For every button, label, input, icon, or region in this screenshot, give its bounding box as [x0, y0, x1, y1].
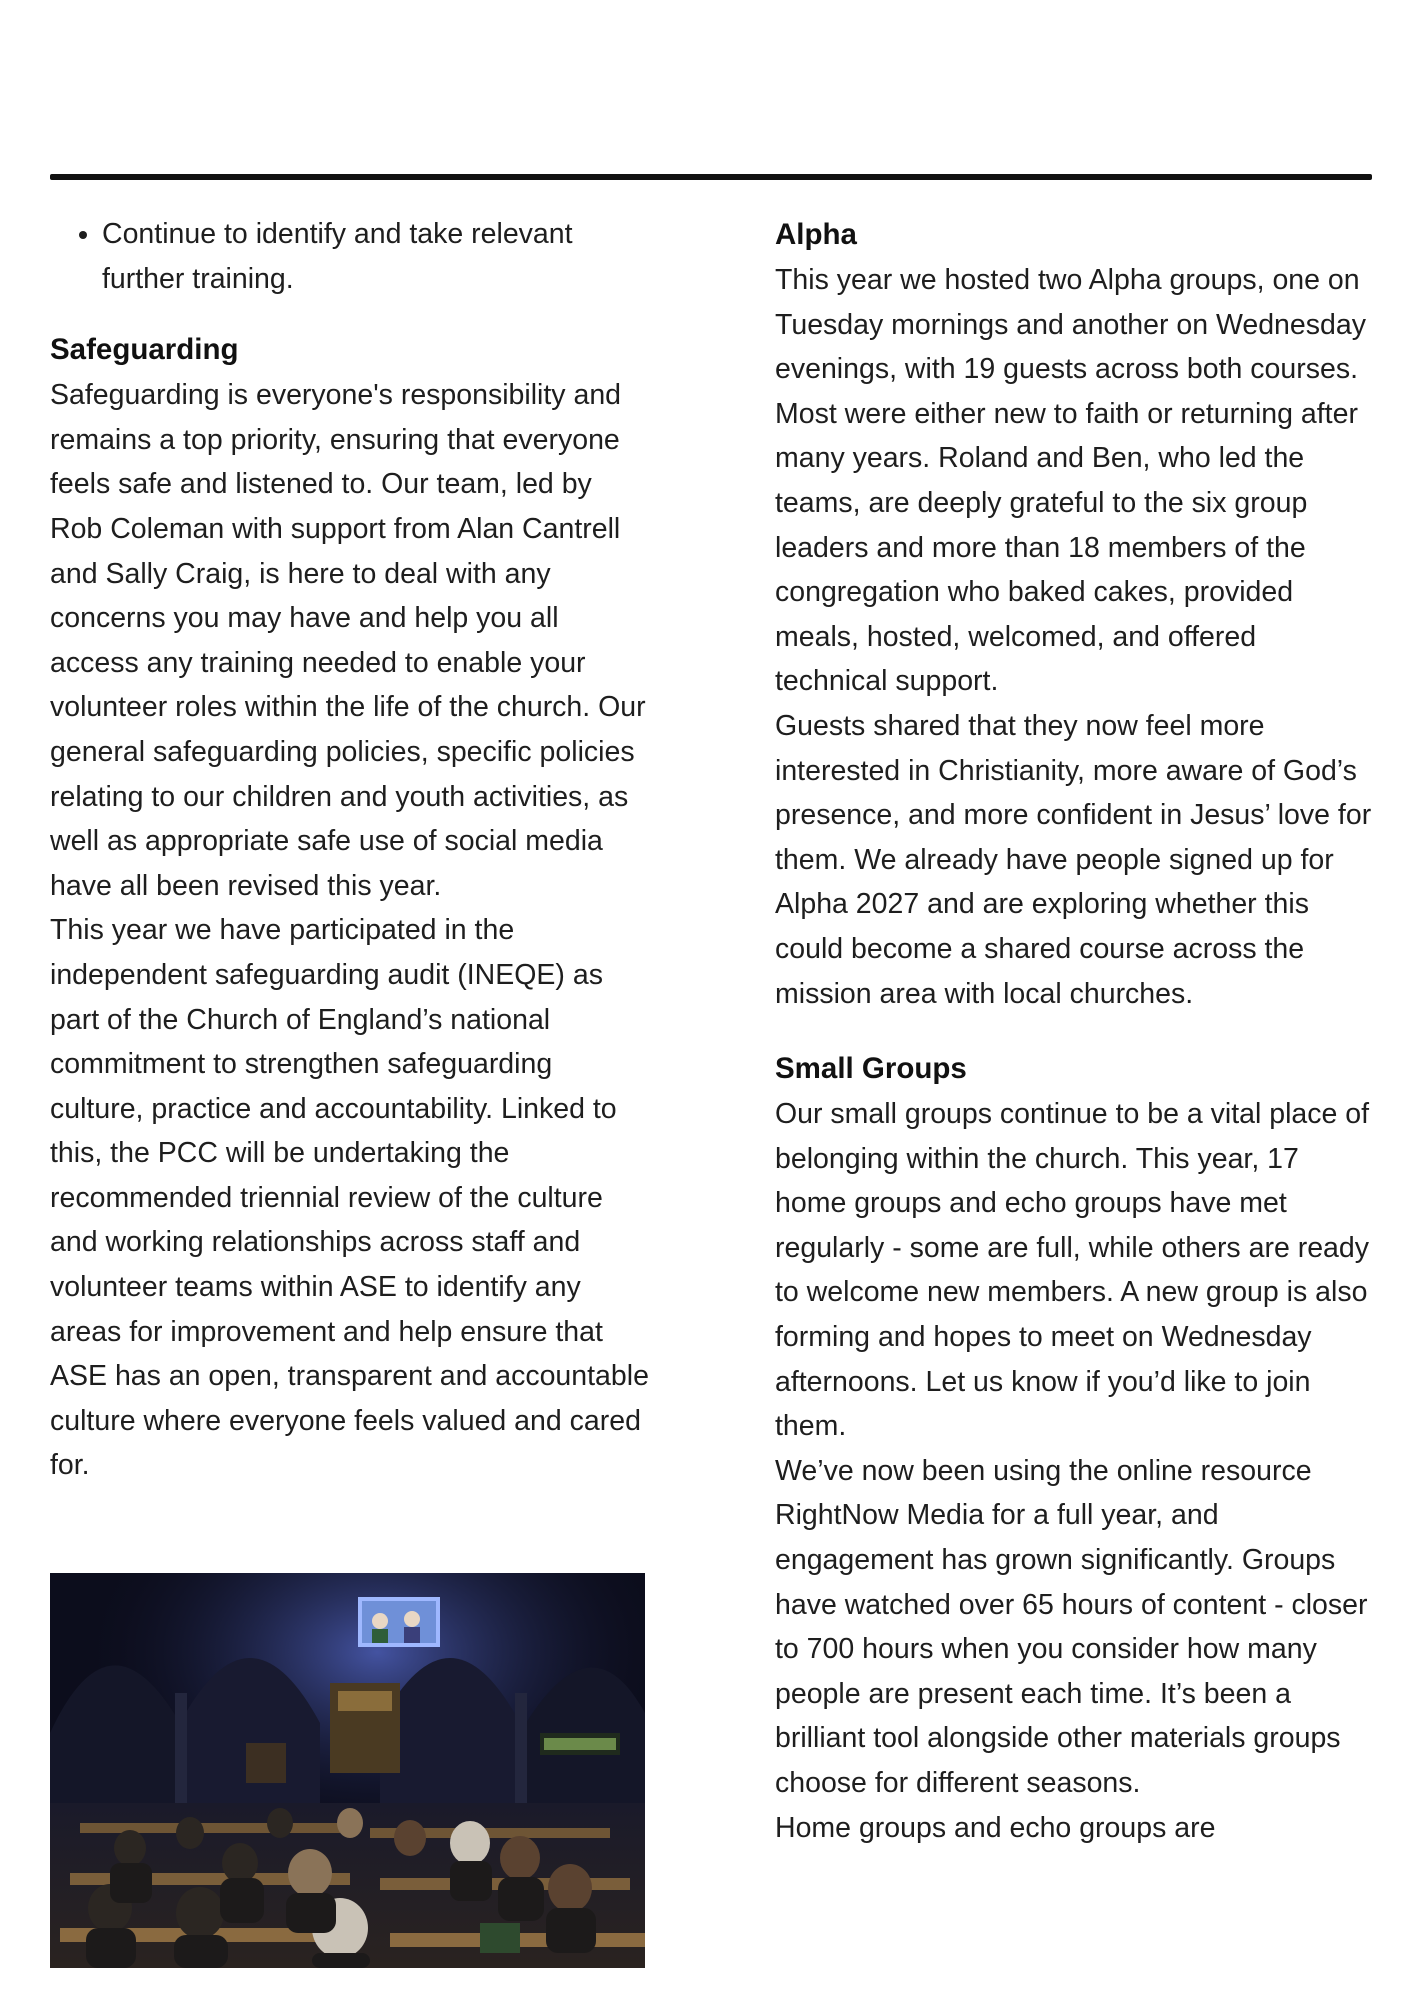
small-groups-paragraph-1: Our small groups continue to be a vital place of belonging within the church. This year, 17 home groups and echo groups have met regularly - some are full, while others are ready to welcome new members. A new group is also forming and hopes to meet on Wednesday afternoons. Let us know if you’d like to join them.	[775, 1098, 1370, 1443]
church-alpha-photo	[50, 1573, 645, 1968]
safeguarding-paragraph-2: This year we have participated in the independent safeguarding audit (INEQE) as part of the Church of England’s national commitment to strengthen safeguarding culture, practice and accountability. Linked to this, the PCC will be undertaking the recommended triennial review of the culture and working relationships across staff and volunteer teams within ASE to identify any areas for improvement and help ensure that ASE has an open, transparent and accountable culture where everyone feels valued and cared for.	[50, 914, 649, 1482]
bullet-item: • Continue to identify and take relevant further training.	[102, 212, 650, 301]
safeguarding-heading: Safeguarding	[50, 333, 239, 367]
safeguarding-paragraph-1: Safeguarding is everyone's responsibility and remains a top priority, ensuring that everyone feels safe and listened to. Our team, led by Rob Coleman with support from Alan Cantrell and Sally Craig, is here to deal with any concerns you may have and help you all access any training needed to enable your volunteer roles within the life of the church. Our general safeguarding policies, specific policies relating to our children and youth activities, as well as appropriate safe use of social media have all been revised this year.	[50, 379, 646, 902]
small-groups-heading: Small Groups	[775, 1052, 967, 1086]
small-groups-paragraph-3: Home groups and echo groups are	[775, 1811, 1216, 1844]
left-column	[50, 212, 650, 1488]
small-groups-section	[775, 1046, 1375, 1850]
right-column	[775, 212, 1375, 1850]
alpha-paragraph-2: Guests shared that they now feel more interested in Christianity, more aware of God’s presence, and more confident in Jesus’ love for them. We already have people signed up for Alpha 2027 and are exploring whether this could become a shared course across the mission area with local churches.	[775, 709, 1372, 1010]
training-bullet-list	[50, 212, 650, 301]
small-groups-paragraph-2: We’ve now been using the online resource RightNow Media for a full year, and engagement has grown significantly. Groups have watched over 65 hours of content - closer to 700 hours when you consider how many people are present each time. It’s been a brilliant tool alongside other materials groups choose for different seasons.	[775, 1454, 1368, 1799]
alpha-section	[775, 212, 1375, 1016]
alpha-paragraph-1: This year we hosted two Alpha groups, one on Tuesday mornings and another on Wednesday evenings, with 19 guests across both courses. Most were either new to faith or returning after many years. Roland and Ben, who led the teams, are deeply grateful to the six group leaders and more than 18 members of the congregation who baked cakes, provided meals, hosted, welcomed, and offered technical support.	[775, 264, 1366, 698]
alpha-heading: Alpha	[775, 218, 857, 251]
church-interior-illustration	[50, 1573, 645, 1968]
safeguarding-section	[50, 327, 650, 1488]
header-divider	[50, 174, 1372, 180]
